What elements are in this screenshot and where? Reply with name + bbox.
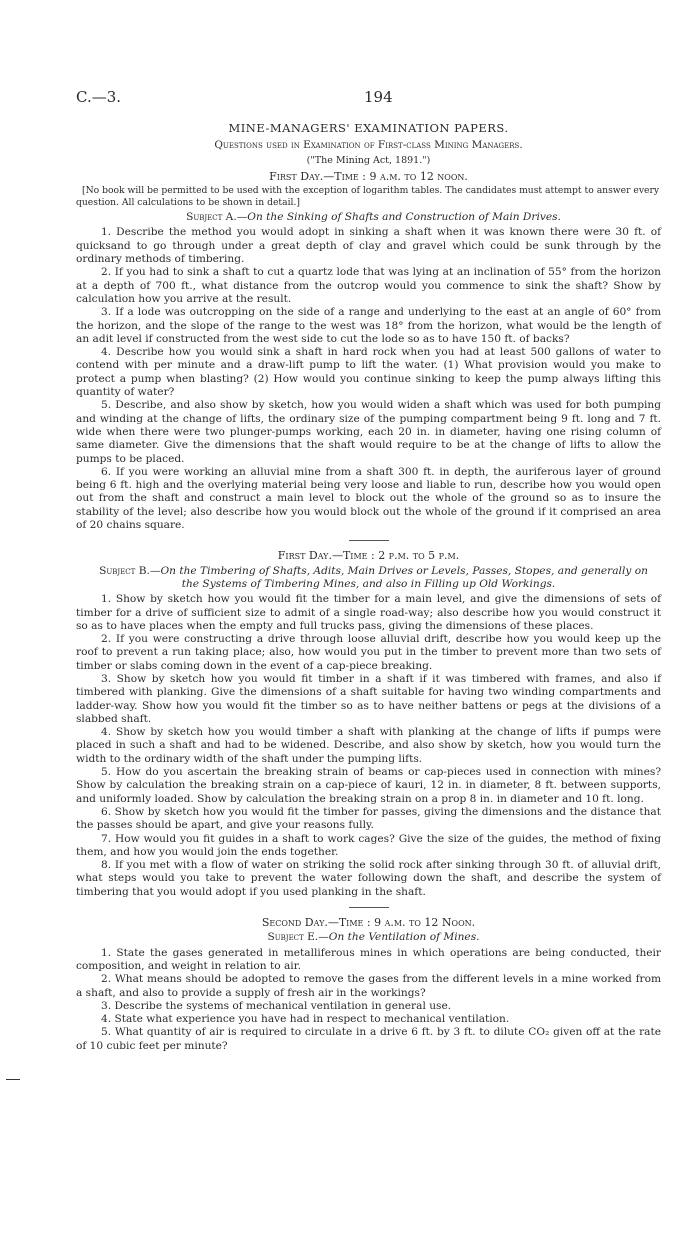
page-content xyxy=(76,122,661,1053)
question: 4. Describe how you would sink a shaft in hard rock when you had at least 500 gallons of water to contend with per minute and a draw-lift pump to lift the water. (1) What provision would you make to protect a pump when blasting? (2) How would you continue sinking to keep the pump always lifting this quantity of water? xyxy=(76,346,661,399)
question: 1. State the gases generated in metalliferous mines in which operations are being conducted, their composition, and weight in relation to air. xyxy=(76,946,661,972)
question: 7. How would you fit guides in a shaft to work cages? Give the size of the guides, the method of fixing them, and how you would join the ends together. xyxy=(76,832,661,858)
page-title: MINE-MANAGERS' EXAMINATION PAPERS. xyxy=(228,121,509,135)
margin-mark xyxy=(6,1079,20,1080)
question: 5. How do you ascertain the breaking strain of beams or cap-pieces used in connection with mines? Show by calculation the breaking strain on a cap-piece of kauri, 12 in. in diameter, 8 ft. between supports, and uniformly loaded. Show by calculation the breaking strain on a prop 8 in. in diameter and 10 ft. long. xyxy=(76,766,661,805)
subject-title: On the Timbering of Shafts, Adits, Main Drives or Levels, Passes, Stopes, and generally on the Systems of Timbering Mines, and also in Filling up Old Workings. xyxy=(160,564,648,590)
question: 5. Describe, and also show by sketch, how you would widen a shaft which was used for both pumping and winding at the change of lifts, the ordinary size of the pumping compartment being 9 ft. long and 7 ft. wide when there were two plunger-pumps working, each 20 in. in diameter, having one rising column of same diameter. Give the dimensions that the shaft would require to be at the change of lifts to allow the pumps to be placed. xyxy=(76,399,661,465)
question: 6. If you were working an alluvial mine from a shaft 300 ft. in depth, the auriferous layer of ground being 6 ft. high and the overlying material being very loose and liable to run, describe how you would open out from the shaft and construct a main level to block out the whole of the ground so as to insure the stability of the level; also describe how you would block out the whole of the ground if it comprised an area of 20 chains square. xyxy=(76,465,661,532)
subject-heading xyxy=(76,565,661,592)
section-divider xyxy=(349,907,389,908)
question: 2. If you were constructing a drive through loose alluvial drift, describe how you would keep up the roof to prevent a run taking place; also, how would you put in the timber to prevent more than two sets of timber or slabs coming down in the event of a cap-piece breaking. xyxy=(76,633,661,672)
question: 3. Describe the systems of mechanical ventilation in general use. xyxy=(101,999,452,1012)
subject-title: On the Sinking of Shafts and Construction of Main Drives. xyxy=(247,211,561,224)
act-reference: ("The Mining Act, 1891.") xyxy=(306,154,431,166)
subject-label: Subject B.— xyxy=(99,564,161,577)
document-reference: C.—3. xyxy=(76,88,122,106)
session-heading: Second Day.—Time : 9 a.m. to 12 Noon. xyxy=(261,916,476,930)
question: 4. Show by sketch how you would timber a shaft with planking at the change of lifts if pumps were placed in such a shaft and had to be widened. Describe, and also show by sketch, how you would turn the width to the ordinary width of the shaft under the pumping lifts. xyxy=(76,726,661,765)
session-heading: First Day.—Time : 2 p.m. to 5 p.m. xyxy=(277,549,460,563)
question: 3. If a lode was outcropping on the side of a range and underlying to the east at an angle of 60° from the horizon, and the slope of the range to the west was 18° from the horizon, what would be the length of an adit level if constructed from the west side to cut the lode so as to have 150 ft. of backs? xyxy=(76,306,661,345)
question: 5. What quantity of air is required to circulate in a drive 6 ft. by 3 ft. to dilute CO₂ given off at the rate of 10 cubic feet per minute? xyxy=(76,1026,661,1052)
question: 2. What means should be adopted to remove the gases from the different levels in a mine worked from a shaft, and also to provide a supply of fresh air in the workings? xyxy=(76,973,661,999)
instructions-note: [No book will be permitted to be used with the exception of logarithm tables. The candidates must attempt to answer every question. All calculations to be shown in detail.] xyxy=(76,185,660,208)
question: 1. Describe the method you would adopt in sinking a shaft when it was known there were 30 ft. of quicksand to go through under a great depth of clay and gravel which could be sunk through by the ordinary methods of timbering. xyxy=(76,226,661,266)
question: 6. Show by sketch how you would fit the timber for passes, giving the dimensions and the distance that the passes should be apart, and give your reasons fully. xyxy=(76,805,661,832)
page-number: 194 xyxy=(364,88,393,106)
session-heading: First Day.—Time : 9 a.m. to 12 noon. xyxy=(269,169,468,183)
subject-label: Subject E.— xyxy=(267,931,329,944)
subject-heading xyxy=(76,931,661,944)
question: 8. If you met with a flow of water on striking the solid rock after sinking through 30 ft. of alluvial drift, what steps would you take to prevent the water following down the shaft, and describe the system of timbering that you would adopt if you used planking in the shaft. xyxy=(76,859,661,898)
section-divider xyxy=(349,540,389,541)
question: 4. State what experience you have had in respect to mechanical ventilation. xyxy=(101,1013,510,1026)
subject-label: Subject A.— xyxy=(186,211,248,224)
subject-title: On the Ventilation of Mines. xyxy=(328,931,480,944)
page-subtitle: Questions used in Examination of First-class Mining Managers. xyxy=(214,139,523,152)
question: 2. If you had to sink a shaft to cut a quartz lode that was lying at an inclination of 55° from the horizon at a depth of 700 ft., what distance from the outcrop would you commence to sink the shaft? Show by calculation how you arrive at the result. xyxy=(76,266,661,305)
question: 1. Show by sketch how you would fit the timber for a main level, and give the dimensions of sets of timber for a drive of sufficient size to admit of a single road-way; also describe how you would construct it so as to have places when the empty and full trucks pass, giving the dimensions of these places. xyxy=(76,593,661,632)
subject-heading xyxy=(76,211,661,224)
page-header xyxy=(76,88,666,112)
question: 3. Show by sketch how you would fit timber in a shaft if it was timbered with frames, and also if timbered with planking. Give the dimensions of a shaft suitable for having two winding compartments and ladder-way. Show how you would fit the timber so as to have neither battens or pegs at the divisions of a slabbed shaft. xyxy=(76,672,661,725)
